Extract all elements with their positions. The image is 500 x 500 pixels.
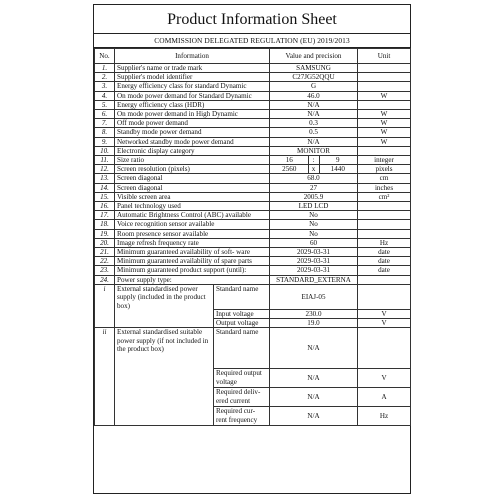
row-number: 23. [95, 266, 115, 275]
section-i-input-voltage-value: 230.0 [270, 309, 358, 318]
row-information: Size ratio [115, 156, 270, 165]
row-unit: inches [358, 183, 411, 192]
row-number: 4. [95, 91, 115, 100]
section-ii-standard-name-value: N/A [270, 328, 358, 369]
row-value: 0.5 [270, 128, 358, 137]
row-unit: integer [358, 156, 411, 165]
table-row [95, 257, 411, 266]
section-ii-output-voltage-label: Required output voltage [214, 369, 270, 388]
row-number: 22. [95, 257, 115, 266]
row-number: 18. [95, 220, 115, 229]
row-value-part-a: 2560 [282, 165, 297, 174]
table-row [95, 275, 411, 284]
table-row [95, 248, 411, 257]
row-value: N/A [270, 137, 358, 146]
row-number: 6. [95, 110, 115, 119]
row-value: LED LCD [270, 202, 358, 211]
row-value-part-a: 16 [285, 156, 293, 165]
table-row [95, 174, 411, 183]
table-row [95, 110, 411, 119]
header-no: No. [95, 49, 115, 64]
row-information: Minimum guaranteed availability of soft- ware [115, 248, 270, 257]
row-information: Room presence sensor available [115, 229, 270, 238]
table-row [95, 266, 411, 275]
row-value-separator: : [308, 156, 320, 164]
row-unit [358, 220, 411, 229]
row-unit [358, 229, 411, 238]
row-value-separator: x [308, 165, 320, 173]
row-value: 0.3 [270, 119, 358, 128]
row-unit: W [358, 119, 411, 128]
table-row [95, 73, 411, 82]
section-ii-output-voltage-value: N/A [270, 369, 358, 388]
section-i-input-voltage-label: Input voltage [214, 309, 270, 318]
section-ii-description: External standardised suitable power supply (if not included in the product box) [115, 328, 214, 426]
section-i-input-voltage-unit: V [358, 309, 411, 318]
row-value: SAMSUNG [270, 64, 358, 73]
row-unit: W [358, 91, 411, 100]
row-information: Electronic display category [115, 146, 270, 155]
section-i-standard-name-value: EIAJ-05 [270, 284, 358, 309]
row-value: 2029-03-31 [270, 257, 358, 266]
row-number: 3. [95, 82, 115, 91]
header-unit: Unit [358, 49, 411, 64]
row-value: N/A [270, 100, 358, 109]
row-number: 7. [95, 119, 115, 128]
row-information: Supplier's name or trade mark [115, 64, 270, 73]
row-information: Networked standby mode power demand [115, 137, 270, 146]
row-value: 2005.9 [270, 192, 358, 201]
table-row [95, 192, 411, 201]
row-information: Supplier's model identifier [115, 73, 270, 82]
row-number: 8. [95, 128, 115, 137]
row-value [270, 156, 358, 165]
row-unit: W [358, 110, 411, 119]
section-ii-number: ii [95, 328, 115, 426]
row-information: On mode power demand in High Dynamic [115, 110, 270, 119]
regulation-heading: COMMISSION DELEGATED REGULATION (EU) 2019/2013 [94, 34, 410, 48]
section-i-output-voltage-value: 19.0 [270, 319, 358, 328]
info-table [94, 48, 411, 426]
row-number: 21. [95, 248, 115, 257]
section-ii-current-unit: A [358, 388, 411, 407]
header-value: Value and precision [270, 49, 358, 64]
section-i-standard-name-row [95, 284, 411, 309]
header-information: Information [115, 49, 270, 64]
row-number: 15. [95, 192, 115, 201]
section-i-description: External standardised power supply (included in the product box) [115, 284, 214, 327]
row-number: 11. [95, 156, 115, 165]
row-value: No [270, 211, 358, 220]
row-value: C27JG52QQU [270, 73, 358, 82]
row-unit: cm [358, 174, 411, 183]
table-row [95, 165, 411, 174]
row-number: 9. [95, 137, 115, 146]
row-information: Image refresh frequency rate [115, 238, 270, 247]
section-i-output-voltage-label: Output voltage [214, 319, 270, 328]
table-row [95, 220, 411, 229]
table-row [95, 100, 411, 109]
row-value: No [270, 220, 358, 229]
row-value: 46.0 [270, 91, 358, 100]
row-value: MONITOR [270, 146, 358, 155]
section-ii-standard-name-row [95, 328, 411, 369]
row-number: 2. [95, 73, 115, 82]
section-ii-current-label: Required deliv- ered current [214, 388, 270, 407]
row-information: Power supply type: [115, 275, 270, 284]
table-row [95, 64, 411, 73]
row-value: G [270, 82, 358, 91]
table-row [95, 82, 411, 91]
table-row [95, 128, 411, 137]
row-unit: W [358, 128, 411, 137]
row-information: Energy efficiency class for standard Dynamic [115, 82, 270, 91]
section-ii-output-voltage-unit: V [358, 369, 411, 388]
row-number: 19. [95, 229, 115, 238]
row-information: Screen diagonal [115, 174, 270, 183]
row-number: 14. [95, 183, 115, 192]
row-information: Minimum guaranteed product support (until): [115, 266, 270, 275]
row-unit: W [358, 137, 411, 146]
row-unit: date [358, 257, 411, 266]
row-value-part-b: 1440 [330, 165, 345, 174]
table-header-row [95, 49, 411, 64]
table-row [95, 91, 411, 100]
row-unit: date [358, 248, 411, 257]
row-number: 16. [95, 202, 115, 211]
section-ii-frequency-unit: Hz [358, 407, 411, 426]
row-information: Energy efficiency class (HDR) [115, 100, 270, 109]
row-value: 2029-03-31 [270, 248, 358, 257]
row-information: Screen diagonal [115, 183, 270, 192]
row-information: Screen resolution (pixels) [115, 165, 270, 174]
section-ii-current-value: N/A [270, 388, 358, 407]
section-ii-frequency-value: N/A [270, 407, 358, 426]
row-number: 10. [95, 146, 115, 155]
row-unit [358, 202, 411, 211]
section-i-number: i [95, 284, 115, 327]
table-row [95, 202, 411, 211]
row-number: 5. [95, 100, 115, 109]
row-information: Voice recognition sensor available [115, 220, 270, 229]
row-value-part-b: 9 [335, 156, 340, 165]
section-i-standard-name-label: Standard name [214, 284, 270, 309]
row-information: Visible screen area [115, 192, 270, 201]
row-information: Automatic Brightness Control (ABC) available [115, 211, 270, 220]
row-unit [358, 100, 411, 109]
row-unit [358, 211, 411, 220]
row-number: 17. [95, 211, 115, 220]
row-number: 24. [95, 275, 115, 284]
table-row [95, 146, 411, 155]
row-unit [358, 146, 411, 155]
row-information: Panel technology used [115, 202, 270, 211]
table-row [95, 183, 411, 192]
table-row [95, 156, 411, 165]
row-number: 13. [95, 174, 115, 183]
row-unit: date [358, 266, 411, 275]
row-unit [358, 275, 411, 284]
row-value [270, 165, 358, 174]
table-row [95, 119, 411, 128]
table-row [95, 238, 411, 247]
section-ii-standard-name-label: Standard name [214, 328, 270, 369]
row-value: STANDARD_EXTERNA [270, 275, 358, 284]
section-i-output-voltage-unit: V [358, 319, 411, 328]
row-value: 2029-03-31 [270, 266, 358, 275]
row-unit: pixels [358, 165, 411, 174]
row-number: 12. [95, 165, 115, 174]
row-unit [358, 82, 411, 91]
row-value: No [270, 229, 358, 238]
sheet-title: Product Information Sheet [94, 5, 410, 34]
row-information: Off mode power demand [115, 119, 270, 128]
row-number: 1. [95, 64, 115, 73]
row-value: 60 [270, 238, 358, 247]
row-number: 20. [95, 238, 115, 247]
row-value: N/A [270, 110, 358, 119]
row-unit: cm² [358, 192, 411, 201]
row-information: Standby mode power demand [115, 128, 270, 137]
row-value: 27 [270, 183, 358, 192]
table-row [95, 229, 411, 238]
row-value: 68.0 [270, 174, 358, 183]
row-information: On mode power demand for Standard Dynamic [115, 91, 270, 100]
product-information-sheet [93, 4, 411, 494]
row-unit [358, 73, 411, 82]
section-ii-frequency-label: Required cur- rent frequency [214, 407, 270, 426]
row-unit: Hz [358, 238, 411, 247]
row-information: Minimum guaranteed availability of spare parts [115, 257, 270, 266]
row-unit [358, 64, 411, 73]
table-row [95, 211, 411, 220]
table-row [95, 137, 411, 146]
